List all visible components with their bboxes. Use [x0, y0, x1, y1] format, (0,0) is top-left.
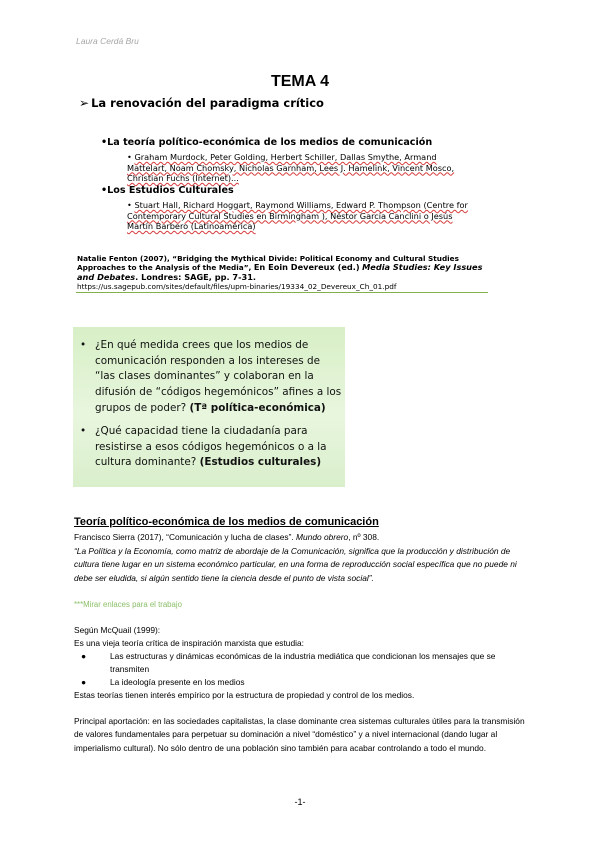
citation-fenton: [77, 254, 489, 291]
topic-label: La teoría político-económica de los medios de comunicación: [107, 137, 433, 148]
journal-issue: , nº 308.: [348, 532, 380, 542]
intro-text: Es una vieja teoría crítica de inspiración marxista que estudia:: [74, 638, 304, 648]
question-tag: (Estudios culturales): [199, 456, 322, 469]
topic-authors: Stuart Hall, Richard Hoggart, Raymond Williams, Edward P. Thompson (Centre for Contemporary Cultural Studies en Birmingham ), Néstor García Canclini o Jesús Martín Barbero (Latinoamérica): [127, 200, 468, 232]
topic-cultural-studies: •Los Estudios Culturales: [101, 185, 234, 196]
citation-url-link[interactable]: https://us.sagepub.com/sites/default/files/upm-binaries/19334_02_Devereux_Ch_01.pdf: [77, 281, 397, 291]
topic-label: Los Estudios Culturales: [107, 185, 234, 196]
topic-authors: Graham Murdock, Peter Golding, Herbert Schiller, Dallas Smythe, Armand Mattelart, Noam Chomsky, Nicholas Garnham, Lees J. Hamelink, Vincent Mosco, Christian Fuchs (Internet)...: [127, 152, 455, 184]
note-links: ***Mirar enlaces para el trabajo: [74, 600, 182, 609]
topic-authors-list: • Graham Murdock, Peter Golding, Herbert Schiller, Dallas Smythe, Armand Mattelart, Noam Chomsky, Nicholas Garnham, Lees J. Hamelink, Vincent Mosco, Christian Fuchs (Internet)...: [127, 152, 455, 184]
list-item: ● Las estructuras y dinámicas económicas de la industria mediática que condicionan los mensajes que se transmiten: [81, 650, 526, 677]
section-heading: [79, 96, 324, 110]
page-title: TEMA 4: [270, 73, 330, 90]
question-text: ¿Qué capacidad tiene la ciudadanía para resistirse a esos códigos hegemónicos o a la cultura dominante?: [95, 425, 327, 469]
subheading: Teoría político-económica de los medios de comunicación: [74, 516, 379, 528]
citation-part: . Londres: SAGE, pp. 7-31.: [135, 271, 257, 282]
question-text: ¿En qué medida crees que los medios de comunicación responden a los intereses de “las clases dominantes” y colaboran en la difusión de “códigos hegemónicos” afines a los grupos de poder?: [95, 339, 342, 414]
citation-part: En Eoin Devereux (ed.): [253, 262, 360, 273]
reference-text: Francisco Sierra (2017), “Comunicación y lucha de clases”.: [74, 532, 294, 542]
list-item-text: Las estructuras y dinámicas económicas de la industria mediática que condicionan los mensajes que se transmiten: [110, 651, 496, 675]
citation-part: Natalie Fenton (2007), “Bridging the Mythical Divide: Political Economy and Cultural Studies Approaches to the Analysis of the Media”,: [77, 254, 459, 273]
list-item: ● La ideología presente en los medios: [81, 676, 526, 689]
section-heading-label: La renovación del paradigma crítico: [91, 96, 324, 110]
contribution-paragraph: Principal aportación: en las sociedades capitalistas, la clase dominante crea sistemas culturales útiles para la transmisión de valores fundamentales para perpetuar su dominación a nivel “doméstico” y a nivel internacional (dando lugar al imperialismo cultural). No sólo dentro de una población sino también para acabar controlando a todo el mundo.: [74, 716, 525, 753]
question-item: • ¿En qué medida crees que los medios de comunicación responden a los intereses de “las clases dominantes” y colaboran en la difusión de “códigos hegemónicos” afines a los grupos de poder? (Tª política-económica): [80, 339, 342, 414]
interest-paragraph: Estas teorías tienen interés empírico por la estructura de propiedad y control de los medios.: [74, 690, 415, 700]
citation-book-title: Media Studies: Key Issues and Debates: [77, 262, 483, 282]
sierra-quote: “La Política y la Economía, como matriz de abordaje de la Comunicación, significa que la producción y distribución de cultura tiene lugar en un sistema económico particular, en una forma de reproducción social específica que no puede ni debe ser eludida, si algún sentido tiene la ciencia desde el punto de vista social”.: [74, 546, 517, 583]
page-number: -1-: [294, 797, 306, 807]
divider: [76, 292, 488, 293]
author-header: Laura Cerdá Bru: [76, 36, 139, 46]
arrow-bullet-icon: ➢: [79, 96, 90, 110]
mcquail-reference: Según McQuail (1999):: [74, 625, 161, 635]
sierra-reference: [74, 531, 524, 544]
question-tag: (Tª política-económica): [189, 401, 326, 414]
journal-name: Mundo obrero: [296, 532, 349, 542]
topic-political-economy: •La teoría político-económica de los medios de comunicación: [101, 137, 433, 148]
topic-authors-list: • Stuart Hall, Richard Hoggart, Raymond Williams, Edward P. Thompson (Centre for Contemporary Cultural Studies en Birmingham ), Néstor García Canclini o Jesús Martín Barbero (Latinoamérica): [127, 200, 468, 232]
question-item: • ¿Qué capacidad tiene la ciudadanía para resistirse a esos códigos hegemónicos o a la cultura dominante? (Estudios culturales): [80, 425, 327, 469]
list-item-text: La ideología presente en los medios: [110, 677, 245, 687]
